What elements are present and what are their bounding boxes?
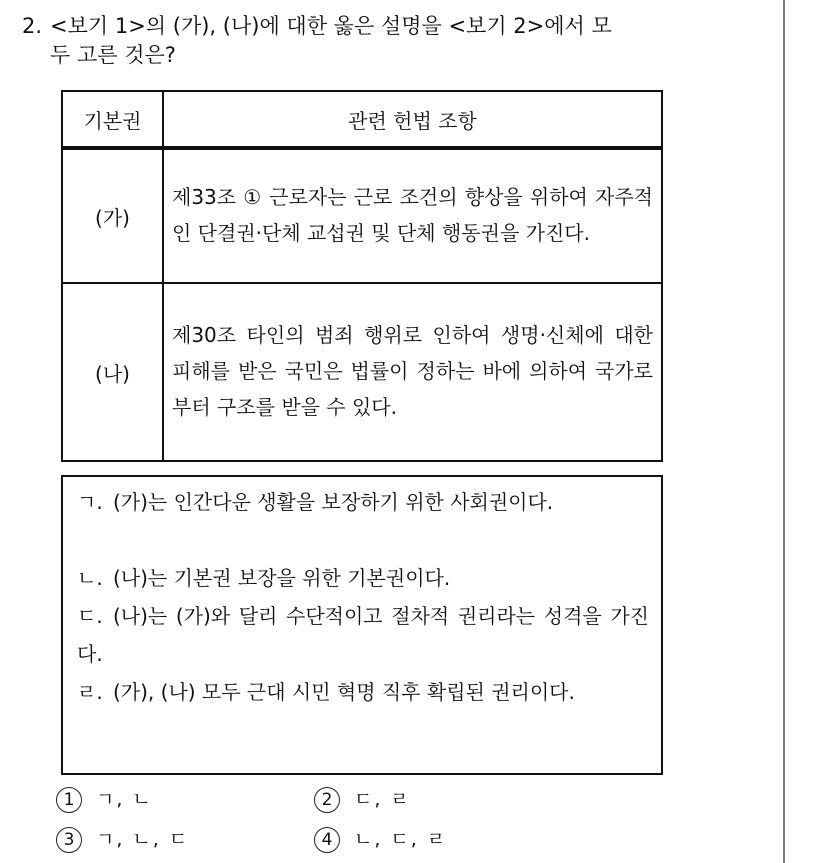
table-row (62, 283, 662, 461)
statement-text: (가), (나) 모두 근대 시민 혁명 직후 확립된 권리이다. (113, 680, 575, 704)
choice-number-circle: 2 (314, 787, 340, 813)
choice-1[interactable] (56, 784, 316, 814)
statement-item (77, 483, 649, 521)
header-basic-right: 기본권 (62, 91, 163, 148)
statement-mark: ㄹ. (77, 680, 103, 704)
statement-text: (나)는 (가)와 달리 수단적이고 절차적 권리라는 성격을 가진다. (77, 604, 649, 666)
choice-number-circle: 3 (56, 827, 82, 853)
table-header-row (62, 91, 662, 148)
choice-3[interactable] (56, 824, 316, 854)
row-text-ga: 제33조 ① 근로자는 근로 조건의 향상을 위하여 자주적인 단결권·단체 교섭권 및 단체 행동권을 가진다. (163, 148, 662, 283)
choice-number-circle: 1 (56, 787, 82, 813)
header-related-article: 관련 헌법 조항 (163, 91, 662, 148)
row-label-na: (나) (62, 283, 163, 461)
statement-mark: ㄷ. (77, 604, 103, 628)
row-label-ga: (가) (62, 148, 163, 283)
table-row (62, 148, 662, 283)
choice-number-circle: 4 (314, 827, 340, 853)
choice-4[interactable] (314, 824, 574, 854)
statement-text: (가)는 인간다운 생활을 보장하기 위한 사회권이다. (113, 490, 554, 514)
column-divider-line (783, 0, 785, 863)
question-text-line1: <보기 1>의 (가), (나)에 대한 옳은 설명을 <보기 2>에서 모 (50, 14, 612, 38)
choice-2[interactable] (314, 784, 574, 814)
question-text-line2: 두 고른 것은? (50, 43, 176, 67)
statement-mark: ㄱ. (77, 490, 103, 514)
question-stem (22, 12, 782, 70)
question-number: 2. (22, 14, 43, 38)
statement-mark: ㄴ. (77, 566, 103, 590)
choice-value: ㄱ, ㄴ (96, 788, 153, 811)
statement-text: (나)는 기본권 보장을 위한 기본권이다. (113, 566, 451, 590)
choice-value: ㄷ, ㄹ (354, 788, 411, 811)
statement-item (77, 559, 649, 597)
statement-item (77, 597, 649, 673)
statements-box (61, 475, 663, 775)
choice-value: ㄱ, ㄴ, ㄷ (96, 828, 190, 851)
choice-value: ㄴ, ㄷ, ㄹ (354, 828, 448, 851)
statement-item (77, 673, 649, 711)
rights-table (61, 90, 663, 462)
row-text-na: 제30조 타인의 범죄 행위로 인하여 생명·신체에 대한 피해를 받은 국민은 법률이 정하는 바에 의하여 국가로부터 구조를 받을 수 있다. (163, 283, 662, 461)
